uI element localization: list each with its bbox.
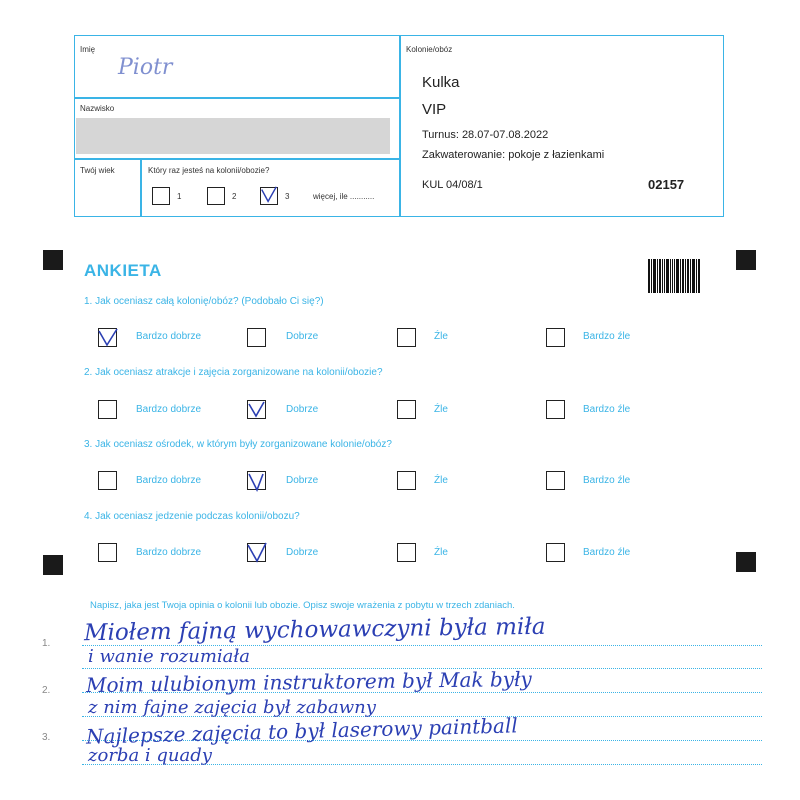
- barcode-icon: [648, 259, 700, 293]
- q1-option-zle: Źle: [434, 331, 448, 342]
- times-more: więcej, ile ...........: [313, 192, 375, 201]
- q1-checkbox-dobrze[interactable]: [247, 328, 266, 347]
- line-number-1: 1.: [42, 638, 51, 649]
- surname-label: Nazwisko: [80, 104, 115, 113]
- q3-checkbox-bardzo-dobrze[interactable]: [98, 471, 117, 490]
- q2-checkbox-bardzo-zle[interactable]: [546, 400, 565, 419]
- q4-checkbox-bardzo-dobrze[interactable]: [98, 543, 117, 562]
- check-mark-icon: [246, 542, 268, 564]
- times-checkbox-3[interactable]: [260, 187, 278, 205]
- q1-option-bardzo-dobrze: Bardzo dobrze: [136, 331, 202, 342]
- registration-mark-bottom-right: [736, 552, 756, 572]
- handwriting-line-4: z nim fajne zajęcia był zabawny: [88, 697, 376, 718]
- camp-label: Kolonie/obóz: [406, 45, 453, 54]
- q1-option-bardzo-zle: Bardzo źle: [583, 331, 631, 342]
- q4-checkbox-dobrze[interactable]: [247, 543, 266, 562]
- q4-option-bardzo-zle: Bardzo źle: [583, 547, 631, 558]
- q2-option-zle: Źle: [434, 404, 448, 415]
- q1-option-dobrze: Dobrze: [286, 331, 319, 342]
- handwriting-line-5: Najlepsze zajęcia to był laserowy paintball: [85, 713, 519, 749]
- q2-checkbox-dobrze[interactable]: [247, 400, 266, 419]
- times-checkbox-1[interactable]: [152, 187, 170, 205]
- question-3: 3. Jak oceniasz ośrodek, w którym były zorganizowane kolonie/obóz?: [84, 439, 392, 450]
- camp-type: VIP: [422, 101, 447, 118]
- q4-checkbox-bardzo-zle[interactable]: [546, 543, 565, 562]
- camp-name: Kulka: [422, 74, 460, 91]
- q4-option-bardzo-dobrze: Bardzo dobrze: [136, 547, 202, 558]
- q2-option-bardzo-zle: Bardzo źle: [583, 404, 631, 415]
- q3-option-dobrze: Dobrze: [286, 475, 319, 486]
- surname-redacted-field: [76, 118, 390, 154]
- q1-checkbox-zle[interactable]: [397, 328, 416, 347]
- times-option-3: 3: [285, 192, 290, 201]
- name-label: Imię: [80, 45, 96, 54]
- question-4: 4. Jak oceniasz jedzenie podczas kolonii/obozu?: [84, 511, 300, 522]
- check-mark-icon: [246, 470, 268, 492]
- registration-mark-top-right: [736, 250, 756, 270]
- times-checkbox-2[interactable]: [207, 187, 225, 205]
- q1-checkbox-bardzo-zle[interactable]: [546, 328, 565, 347]
- q3-option-bardzo-dobrze: Bardzo dobrze: [136, 475, 202, 486]
- times-option-1: 1: [177, 192, 182, 201]
- camp-code: KUL 04/08/1: [422, 179, 483, 191]
- registration-mark-bottom-left: [43, 555, 63, 575]
- header-divider-name: [74, 97, 400, 99]
- check-mark-icon: [259, 185, 279, 205]
- q3-option-bardzo-zle: Bardzo źle: [583, 475, 631, 486]
- line-number-2: 2.: [42, 685, 51, 696]
- check-mark-icon: [246, 398, 268, 420]
- line-number-3: 3.: [42, 732, 51, 743]
- q2-checkbox-zle[interactable]: [397, 400, 416, 419]
- age-label: Twój wiek: [80, 166, 115, 175]
- q2-option-dobrze: Dobrze: [286, 404, 319, 415]
- header-divider-surname: [74, 158, 400, 160]
- opinion-prompt: Napisz, jaka jest Twoja opinia o kolonii lub obozie. Opisz swoje wrażenia z pobytu w trzech zdaniach.: [90, 600, 515, 611]
- times-option-2: 2: [232, 192, 237, 201]
- handwriting-line-3: Moim ulubionym instruktorem był Mak były: [85, 666, 532, 698]
- question-2: 2. Jak oceniasz atrakcje i zajęcia zorganizowane na kolonii/obozie?: [84, 367, 383, 378]
- handwriting-line-2: i wanie rozumiała: [88, 646, 250, 667]
- q2-option-bardzo-dobrze: Bardzo dobrze: [136, 404, 202, 415]
- header-divider-vertical: [399, 35, 401, 217]
- q3-checkbox-zle[interactable]: [397, 471, 416, 490]
- question-1: 1. Jak oceniasz całą kolonię/obóz? (Podobało Ci się?): [84, 296, 324, 307]
- registration-mark-top-left: [43, 250, 63, 270]
- accommodation: Zakwaterowanie: pokoje z łazienkami: [422, 149, 605, 161]
- handwriting-line-1: Miołem fajną wychowawczyni była miła: [83, 613, 546, 647]
- q3-checkbox-dobrze[interactable]: [247, 471, 266, 490]
- name-value[interactable]: Piotr: [118, 55, 173, 80]
- q1-checkbox-bardzo-dobrze[interactable]: [98, 328, 117, 347]
- header-divider-age: [140, 158, 142, 217]
- survey-title: ANKIETA: [84, 261, 162, 280]
- q3-checkbox-bardzo-zle[interactable]: [546, 471, 565, 490]
- times-label: Który raz jesteś na kolonii/obozie?: [148, 166, 270, 175]
- handwriting-line-6: zorba i quady: [88, 745, 212, 766]
- q4-option-zle: Źle: [434, 547, 448, 558]
- q4-option-dobrze: Dobrze: [286, 547, 319, 558]
- q3-option-zle: Źle: [434, 475, 448, 486]
- turnus: Turnus: 28.07-07.08.2022: [422, 129, 549, 141]
- form-number: 02157: [648, 177, 685, 192]
- q2-checkbox-bardzo-dobrze[interactable]: [98, 400, 117, 419]
- q4-checkbox-zle[interactable]: [397, 543, 416, 562]
- check-mark-icon: [97, 326, 119, 348]
